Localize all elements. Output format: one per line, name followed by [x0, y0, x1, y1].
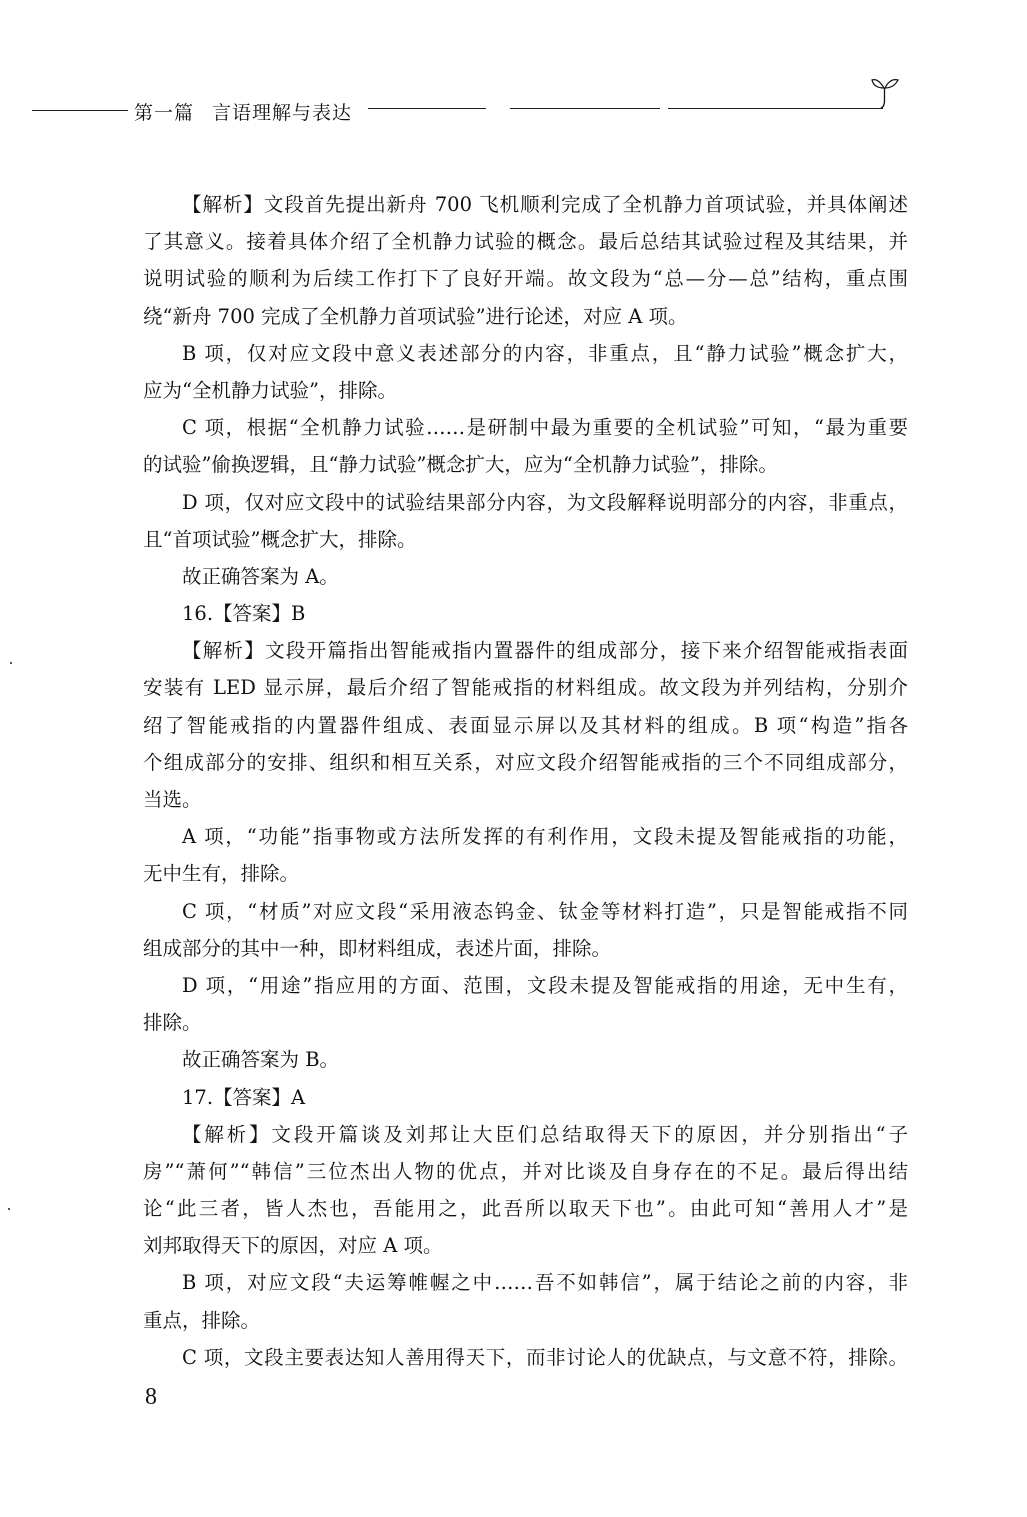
scan-speck: [8, 1208, 10, 1210]
text-line: 组成部分的其中一种，即材料组成，表述片面，排除。: [143, 936, 612, 960]
text-line: 说明试验的顺利为后续工作打下了良好开端。故文段为“总—分—总”结构，重点围: [143, 267, 908, 291]
header-section: 言语理解与表达: [212, 102, 353, 124]
page-number: 8: [145, 1384, 157, 1410]
text-line: 【解析】文段开篇谈及刘邦让大臣们总结取得天下的原因，并分别指出“子: [182, 1122, 908, 1146]
header-rule-left: [32, 110, 128, 111]
text-line: 【解析】文段开篇指出智能戒指内置器件的组成部分，接下来介绍智能戒指表面: [182, 639, 908, 663]
text-line: 绕“新舟 700 完成了全机静力首项试验”进行论述，对应 A 项。: [143, 304, 688, 328]
text-line: C 项，文段主要表达知人善用得天下，而非讨论人的优缺点，与文意不符，排除。: [182, 1345, 908, 1369]
text-line: D 项，“用途”指应用的方面、范围，文段未提及智能戒指的用途，无中生有，: [182, 973, 908, 997]
text-line: C 项，根据“全机静力试验……是研制中最为重要的全机试验”可知，“最为重要: [182, 416, 908, 440]
header-part: 第一篇: [134, 102, 195, 124]
scan-speck: [10, 662, 12, 664]
text-line: 16.【答案】B: [182, 602, 306, 626]
text-line: 且“首项试验”概念扩大，排除。: [143, 527, 417, 551]
text-line: 绍了智能戒指的内置器件组成、表面显示屏以及其材料的组成。B 项“构造”指各: [143, 713, 908, 737]
text-line: 17.【答案】A: [182, 1085, 306, 1109]
text-line: D 项，仅对应文段中的试验结果部分内容，为文段解释说明部分的内容，非重点，: [182, 490, 908, 514]
text-line: 应为“全机静力试验”，排除。: [143, 378, 397, 402]
header-rule-mid: [368, 108, 486, 109]
text-line: 房”“萧何”“韩信”三位杰出人物的优点，并对比谈及自身存在的不足。最后得出结: [143, 1159, 908, 1183]
header-rule-mid2: [510, 108, 660, 109]
text-line: 个组成部分的安排、组织和相互关系，对应文段介绍智能戒指的三个不同组成部分，: [143, 750, 908, 774]
text-line: 当选。: [143, 788, 202, 811]
text-line: A 项，“功能”指事物或方法所发挥的有利作用，文段未提及智能戒指的功能，: [182, 825, 908, 849]
text-line: C 项，“材质”对应文段“采用液态钨金、钛金等材料打造”，只是智能戒指不同: [182, 899, 908, 923]
text-line: B 项，对应文段“夫运筹帷幄之中……吾不如韩信”，属于结论之前的内容，非: [182, 1271, 908, 1295]
sprout-icon: [868, 74, 908, 114]
text-line: 【解析】文段首先提出新舟 700 飞机顺利完成了全机静力首项试验，并具体阐述: [182, 193, 908, 216]
text-line: 刘邦取得天下的原因，对应 A 项。: [143, 1234, 443, 1258]
text-line: 排除。: [143, 1011, 202, 1035]
text-line: B 项，仅对应文段中意义表述部分的内容，非重点，且“静力试验”概念扩大，: [182, 341, 908, 365]
text-line: 的试验”偷换逻辑，且“静力试验”概念扩大，应为“全机静力试验”，排除。: [143, 453, 778, 477]
text-line: 故正确答案为 A。: [182, 564, 339, 588]
text-line: 无中生有，排除。: [143, 862, 300, 886]
text-line: 故正确答案为 B。: [182, 1048, 340, 1072]
answer-explanation-body: [143, 186, 908, 1376]
text-line: 了其意义。接着具体介绍了全机静力试验的概念。最后总结其试验过程及其结果，并: [143, 230, 908, 254]
text-line: 重点，排除。: [143, 1308, 261, 1332]
running-header: [0, 80, 1027, 140]
header-rule-right: [668, 108, 883, 109]
text-line: 安装有 LED 显示屏，最后介绍了智能戒指的材料组成。故文段为并列结构，分别介: [143, 676, 908, 700]
text-line: 论“此三者，皆人杰也，吾能用之，此吾所以取天下也”。由此可知“善用人才”是: [143, 1197, 908, 1221]
header-title: [134, 98, 352, 125]
